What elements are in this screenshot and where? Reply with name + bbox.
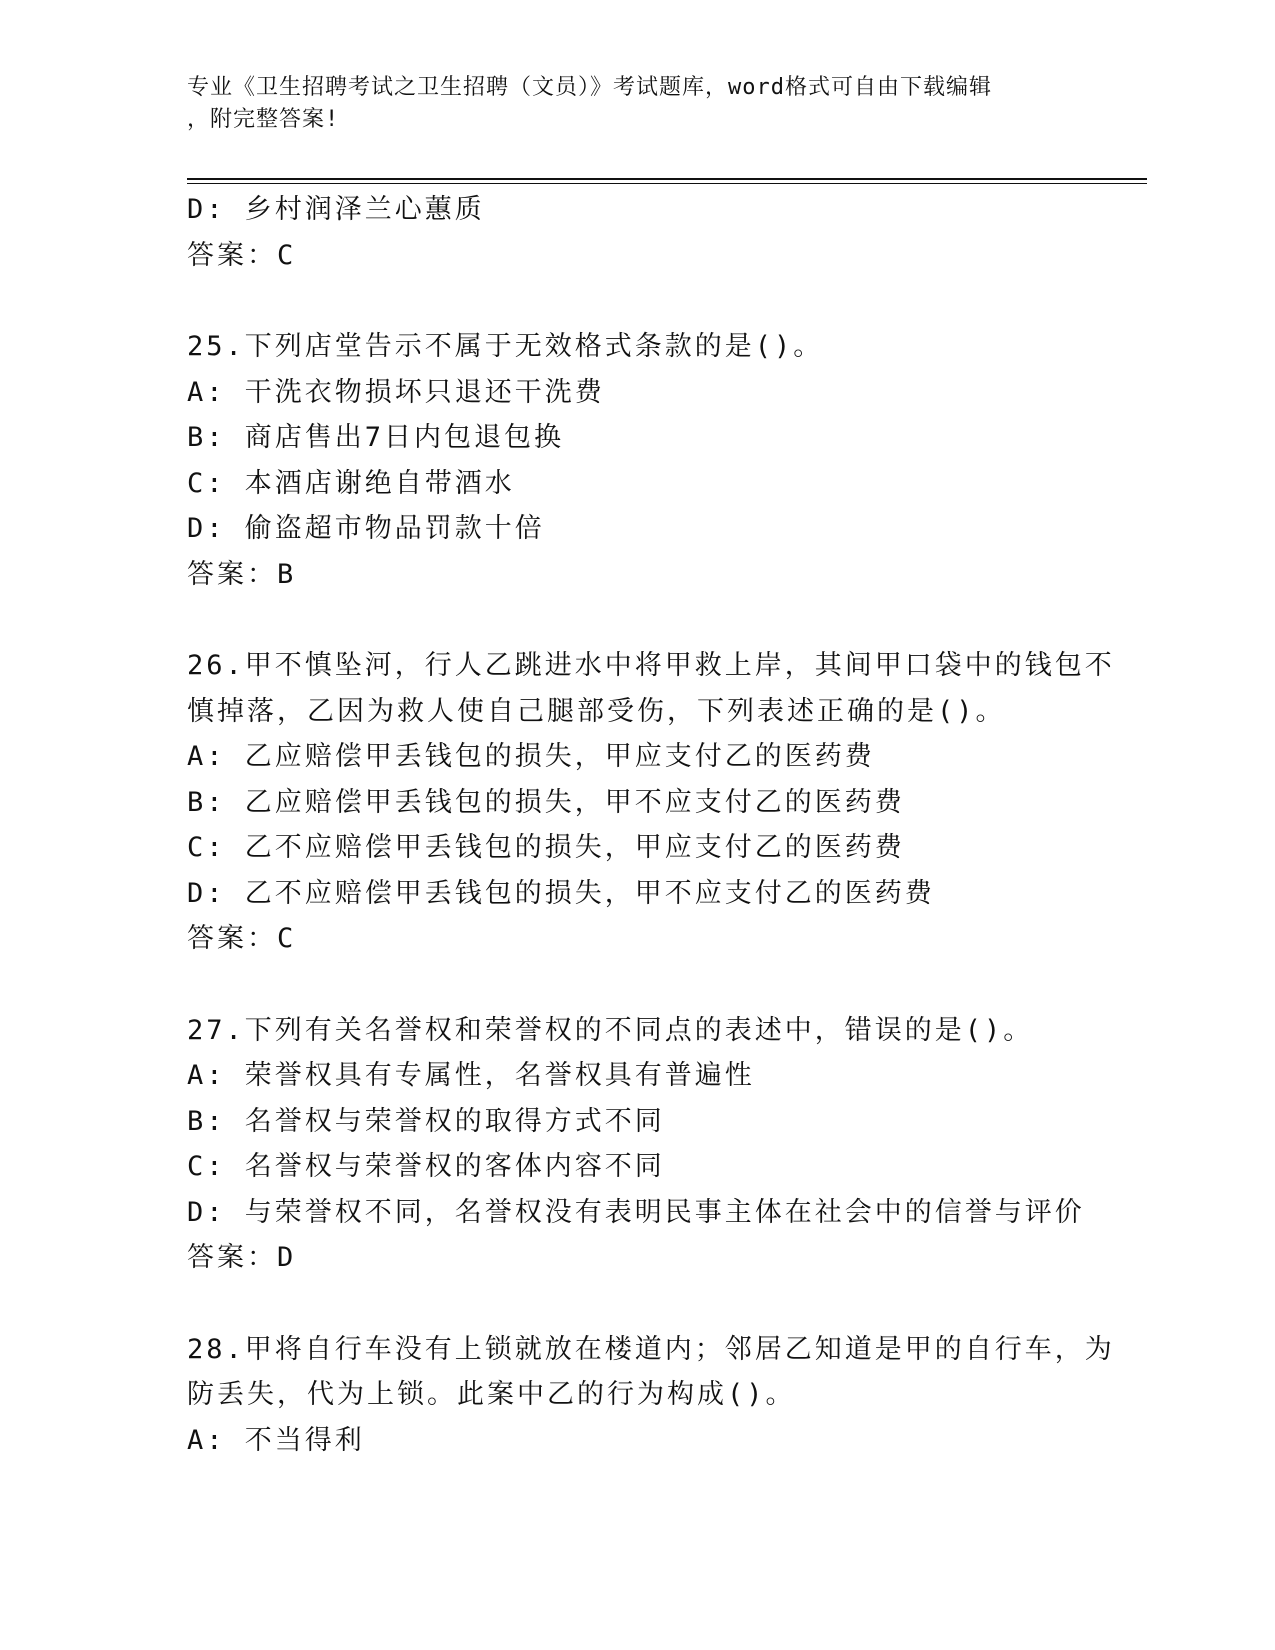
- option-b: B: 名誉权与荣誉权的取得方式不同: [187, 1105, 665, 1137]
- question-text-continued: 防丢失，代为上锁。此案中乙的行为构成()。: [187, 1379, 796, 1410]
- question-text-continued: 慎掉落，乙因为救人使自己腿部受伤，下列表述正确的是()。: [187, 695, 1006, 727]
- option-a: A: 不当得利: [187, 1424, 365, 1456]
- header-line-2: ，附完整答案!: [187, 107, 340, 132]
- option-a: A: 乙应赔偿甲丢钱包的损失，甲应支付乙的医药费: [187, 741, 875, 772]
- question-25: [187, 324, 1147, 597]
- header-rule-thick: [187, 178, 1147, 180]
- option-a: A: 干洗衣物损坏只退还干洗费: [187, 376, 605, 408]
- option-b: B: 商店售出7日内包退包换: [187, 422, 565, 453]
- question-text: 27.下列有关名誉权和荣誉权的不同点的表述中，错误的是()。: [187, 1014, 1034, 1046]
- option-d: D: 偷盗超市物品罚款十倍: [187, 513, 545, 544]
- question-text: 25.下列店堂告示不属于无效格式条款的是()。: [187, 331, 824, 362]
- question-26: [187, 643, 1147, 962]
- option-c: C: 乙不应赔偿甲丢钱包的损失，甲应支付乙的医药费: [187, 832, 905, 863]
- option-d: D: 乙不应赔偿甲丢钱包的损失，甲不应支付乙的医药费: [187, 877, 935, 909]
- header-line-1: 专业《卫生招聘考试之卫生招聘（文员）》考试题库，word格式可自由下载编辑: [187, 75, 992, 100]
- option-d: D: 乡村润泽兰心蕙质: [187, 194, 485, 225]
- answer-line: 答案：D: [187, 1242, 297, 1273]
- option-a: A: 荣誉权具有专属性，名誉权具有普遍性: [187, 1060, 755, 1091]
- question-text: 28.甲将自行车没有上锁就放在楼道内；邻居乙知道是甲的自行车，为: [187, 1333, 1115, 1365]
- header-rule-thin: [187, 183, 1147, 184]
- answer-line: 答案：C: [187, 923, 297, 954]
- option-c: C: 名誉权与荣誉权的客体内容不同: [187, 1151, 665, 1182]
- question-27: [187, 1008, 1147, 1281]
- option-d: D: 与荣誉权不同，名誉权没有表明民事主体在社会中的信誉与评价: [187, 1196, 1085, 1228]
- previous-question-tail: [187, 187, 1147, 278]
- answer-line: 答案：B: [187, 558, 297, 590]
- document-header: [187, 72, 1087, 136]
- option-c: C: 本酒店谢绝自带酒水: [187, 467, 515, 499]
- option-b: B: 乙应赔偿甲丢钱包的损失，甲不应支付乙的医药费: [187, 786, 905, 818]
- answer-line: 答案：C: [187, 239, 297, 271]
- question-text: 26.甲不慎坠河，行人乙跳进水中将甲救上岸，其间甲口袋中的钱包不: [187, 650, 1115, 681]
- question-list: [187, 187, 1147, 1463]
- question-28: [187, 1327, 1147, 1464]
